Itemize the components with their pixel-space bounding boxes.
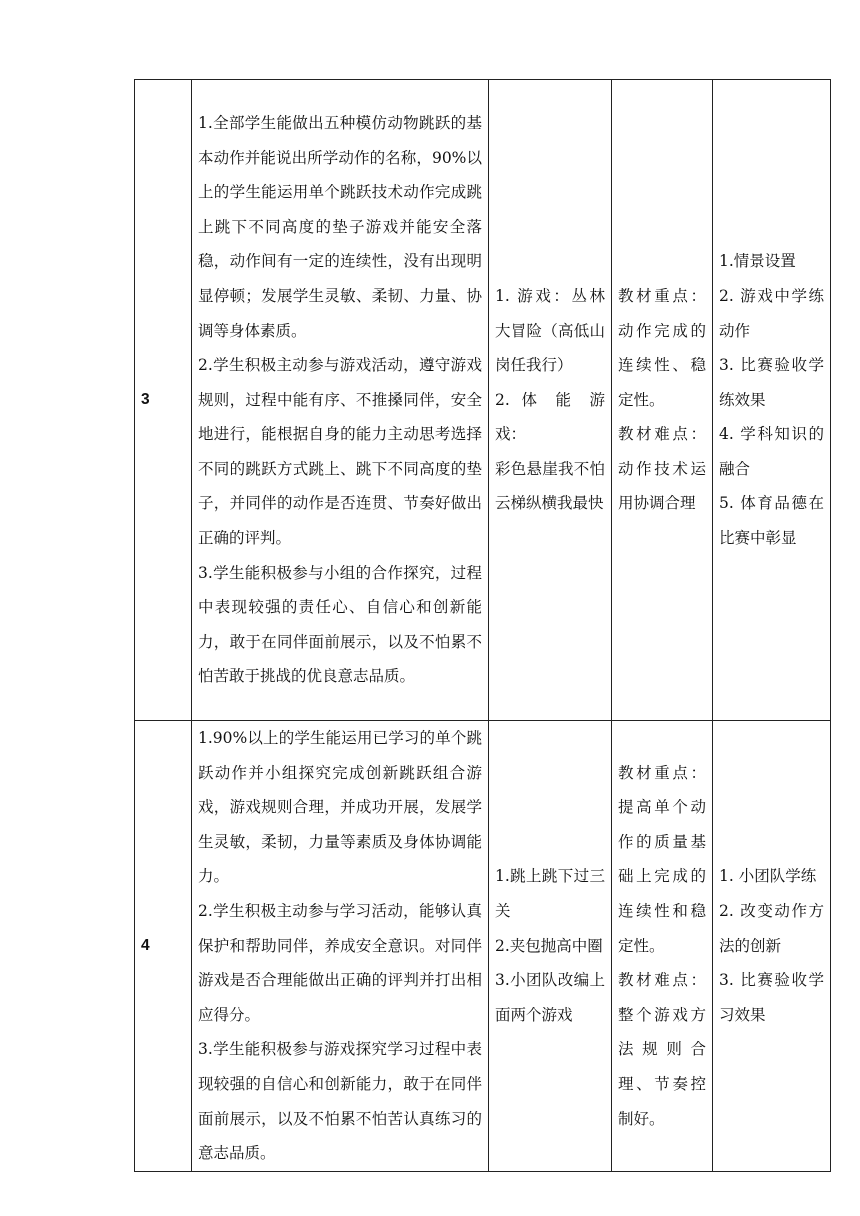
methods-cell <box>713 80 831 721</box>
objective-item: 1.90%以上的学生能运用已学习的单个跳跃动作并小组探究完成创新跳跃组合游戏，游戏规则合理，并成功开展，发展学生灵敏，柔韧，力量等素质及身体协调能力。 <box>198 729 482 886</box>
method-item: 4. 学科知识的融合 <box>719 425 824 478</box>
content-item: 1. 游戏：丛林大冒险（高低山岗任我行） <box>495 286 605 375</box>
table-row <box>135 721 831 1172</box>
key-point-item: 教材重点：提高单个动作的质量基础上完成的连续性和稳定性。 <box>618 763 706 955</box>
content-item: 彩色悬崖我不怕云梯纵横我最快 <box>495 459 605 513</box>
objective-item: 1.全部学生能做出五种模仿动物跳跃的基本动作并能说出所学动作的名称，90%以上的学生能运用单个跳跃技术动作完成跳上跳下不同高度的垫子游戏并能安全落稳，动作间有一定的连续性，没有出现明显停顿；发展学生灵敏、柔韧、力量、协调等身体素质。 <box>198 113 482 340</box>
key-point-item: 教材重点：动作完成的连续性、稳定性。 <box>618 286 706 409</box>
content-item: 2. 体 能 游 戏： <box>495 390 605 444</box>
key-point-item: 教材难点：整个游戏方法规则合理、节奏控制好。 <box>618 971 706 1128</box>
key-points-cell <box>612 721 713 1172</box>
objective-item: 3.学生能积极参与游戏探究学习过程中表现较强的自信心和创新能力，敢于在同伴面前展示，以及不怕累不怕苦认真练习的意志品质。 <box>198 1040 482 1163</box>
method-item: 2. 改变动作方法的创新 <box>719 901 824 955</box>
lesson-number: 4 <box>135 721 192 1172</box>
content-cell <box>489 80 612 721</box>
content-cell <box>489 721 612 1172</box>
lesson-plan-table <box>134 79 831 1172</box>
method-item: 1. 小团队学练 <box>719 867 817 886</box>
objective-item: 2.学生积极主动参与学习活动，能够认真保护和帮助同伴，养成安全意识。对同伴游戏是否合理能做出正确的评判并打出相应得分。 <box>198 901 482 1024</box>
content-item: 3.小团队改编上面两个游戏 <box>495 971 605 1024</box>
lesson-number: 3 <box>135 80 192 721</box>
table-row <box>135 80 831 721</box>
method-item: 3. 比赛验收学习效果 <box>719 971 824 1024</box>
method-item: 2. 游戏中学练动作 <box>719 286 824 340</box>
key-points-cell <box>612 80 713 721</box>
content-item: 2.夹包抛高中圈 <box>495 936 603 955</box>
objectives-cell <box>192 80 489 721</box>
method-item: 3. 比赛验收学练效果 <box>719 356 824 409</box>
objective-item: 2.学生积极主动参与游戏活动，遵守游戏规则，过程中能有序、不推搡同伴，安全地进行，能根据自身的能力主动思考选择不同的跳跃方式跳上、跳下不同高度的垫子，并同伴的动作是否连贯、节奏好做出正确的评判。 <box>198 356 482 548</box>
objectives-cell <box>192 721 489 1172</box>
method-item: 1.情景设置 <box>719 252 796 271</box>
methods-cell <box>713 721 831 1172</box>
content-item: 1.跳上跳下过三关 <box>495 867 605 920</box>
key-point-item: 教材难点：动作技术运用协调合理 <box>618 425 706 513</box>
objective-item: 3.学生能积极参与小组的合作探究，过程中表现较强的责任心、自信心和创新能力，敢于在同伴面前展示，以及不怕累不怕苦敢于挑战的优良意志品质。 <box>198 563 482 686</box>
method-item: 5. 体育品德在比赛中彰显 <box>719 494 824 548</box>
